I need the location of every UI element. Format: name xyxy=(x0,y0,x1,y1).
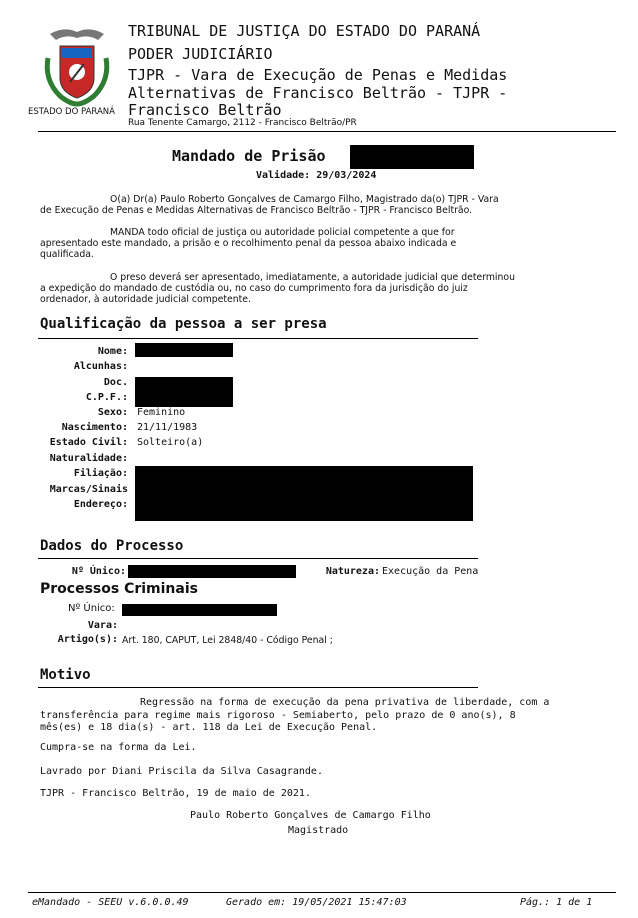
field-label: Nome: xyxy=(97,346,128,357)
para1-line2: de Execução de Penas e Medidas Alternativas de Francisco Beltrão - TJPR - Francisco Beltrão. xyxy=(40,205,473,216)
field-value-sexo: Feminino xyxy=(137,407,186,418)
field-label: Estado Civil: xyxy=(49,437,128,448)
field-value-nascimento: 21/11/1983 xyxy=(137,422,198,433)
motivo-heading: Motivo xyxy=(40,667,91,683)
field-label: Marcas/Sinais xyxy=(49,484,128,495)
document-title: Mandado de Prisão xyxy=(172,147,326,165)
redacted-filiation-address xyxy=(135,466,473,521)
para3-line1: O preso deverá ser apresentado, imediatamente, a autoridade judicial que determinou xyxy=(110,272,515,283)
redacted-criminal-number xyxy=(122,604,277,616)
field-label: Filiação: xyxy=(73,468,128,479)
para3-line3: ordenador, à autoridade judicial competente. xyxy=(40,294,251,305)
para1-line1: O(a) Dr(a) Paulo Roberto Gonçalves de Camargo Filho, Magistrado da(o) TJPR - Vara xyxy=(110,194,499,205)
field-label: Endereço: xyxy=(73,499,128,510)
artigo-label: Artigo(s): xyxy=(57,634,118,645)
header-vara-3: Francisco Beltrão xyxy=(128,101,282,119)
para2-line2: apresentado este mandado, a prisão e o recolhimento penal da pessoa abaixo indicada e xyxy=(40,238,457,249)
validity: Validade: 29/03/2024 xyxy=(256,170,377,181)
field-value-estado-civil: Solteiro(a) xyxy=(137,437,204,448)
criminal-number-label: Nº Único: xyxy=(68,603,115,614)
motivo-line2: transferência para regime mais rigoroso - Semiaberto, pelo prazo de 0 ano(s), 8 xyxy=(40,710,516,721)
header-divider xyxy=(38,131,616,132)
redacted-title-id xyxy=(350,145,474,169)
field-label: Naturalidade: xyxy=(49,453,128,464)
qualification-divider xyxy=(38,338,478,339)
footer-divider xyxy=(28,892,616,893)
para2-line1: MANDA todo oficial de justiça ou autoridade policial competente a que for xyxy=(110,227,455,238)
artigo-value: Art. 180, CAPUT, Lei 2848/40 - Código Penal ; xyxy=(122,635,333,646)
process-divider xyxy=(38,558,478,559)
footer-generated: Gerado em: 19/05/2021 15:47:03 xyxy=(226,897,407,908)
logo-caption: ESTADO DO PARANÁ xyxy=(28,107,115,117)
header-address: Rua Tenente Camargo, 2112 - Francisco Beltrão/PR xyxy=(128,118,357,128)
field-label: Sexo: xyxy=(97,407,128,418)
footer-system: eMandado - SEEU v.6.0.0.49 xyxy=(32,897,189,908)
natureza-label: Natureza: xyxy=(325,566,380,577)
footer-page: Pág.: 1 de 1 xyxy=(520,897,593,908)
local-data: TJPR - Francisco Beltrão, 19 de maio de 2021. xyxy=(40,788,311,799)
header-vara-1: TJPR - Vara de Execução de Penas e Medidas xyxy=(128,66,508,84)
field-label: Doc. xyxy=(103,377,128,388)
coat-of-arms-logo xyxy=(40,20,115,108)
field-label: Alcunhas: xyxy=(73,361,128,372)
cumpra-se: Cumpra-se na forma da Lei. xyxy=(40,742,197,753)
header-vara-2: Alternativas de Francisco Beltrão - TJPR - xyxy=(128,84,508,102)
header-power: PODER JUDICIÁRIO xyxy=(128,45,273,63)
vara-label: Vara: xyxy=(87,620,118,631)
lavrado-por: Lavrado por Diani Priscila da Silva Casagrande. xyxy=(40,766,323,777)
redacted-process-number xyxy=(128,565,296,578)
process-number-label: Nº Único: xyxy=(71,566,126,577)
signer-role: Magistrado xyxy=(288,825,349,836)
signer-name: Paulo Roberto Gonçalves de Camargo Filho xyxy=(190,810,431,821)
motivo-divider xyxy=(38,687,478,688)
motivo-line1: Regressão na forma de execução da pena privativa de liberdade, com a xyxy=(140,697,550,708)
qualification-heading: Qualificação da pessoa a ser presa xyxy=(40,316,327,332)
field-label: Nascimento: xyxy=(61,422,128,433)
redacted-name xyxy=(135,343,233,357)
redacted-documents xyxy=(135,377,233,407)
criminal-processes-heading: Processos Criminais xyxy=(40,581,198,597)
para3-line2: a expedição do mandado de custódia ou, no caso do cumprimento fora da jurisdição do juiz xyxy=(40,283,468,294)
natureza-value: Execução da Pena xyxy=(382,566,479,577)
motivo-line3: mês(es) e 18 dia(s) - art. 118 da Lei de Execução Penal. xyxy=(40,722,378,733)
para2-line3: qualificada. xyxy=(40,249,94,260)
field-label: C.P.F.: xyxy=(85,392,128,403)
header-court: TRIBUNAL DE JUSTIÇA DO ESTADO DO PARANÁ xyxy=(128,22,481,40)
process-heading: Dados do Processo xyxy=(40,538,184,554)
